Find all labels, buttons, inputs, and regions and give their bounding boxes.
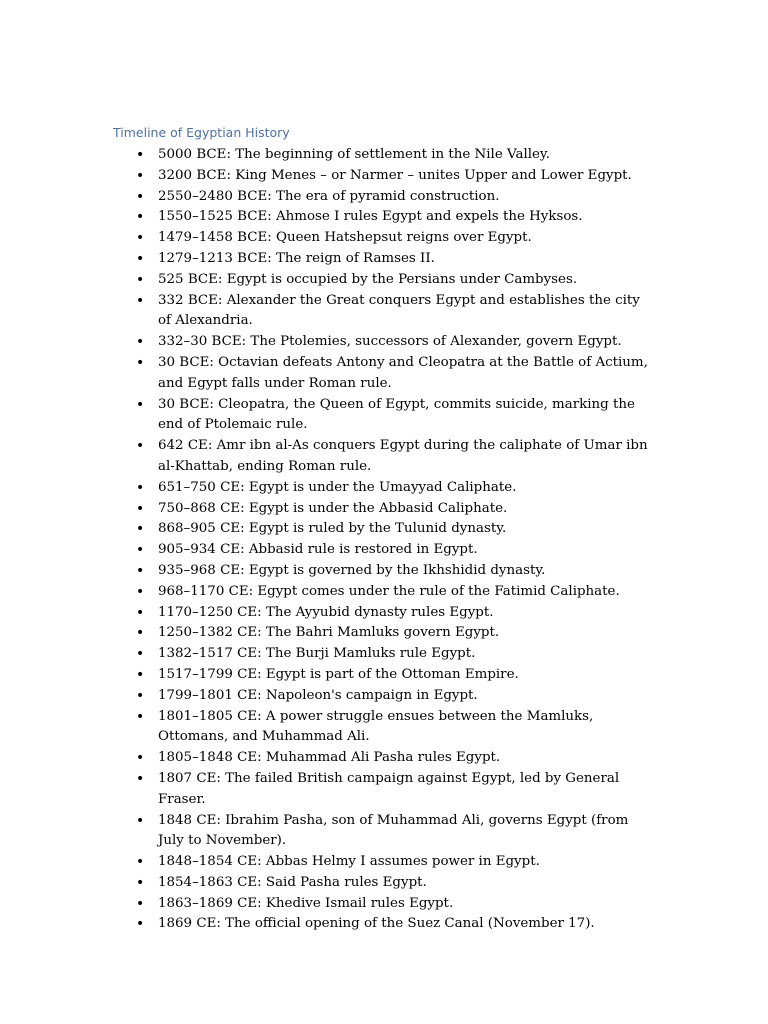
timeline-item-text: 1279–1213 BCE: The reign of Ramses II. <box>158 250 435 266</box>
timeline-item-text: 1807 CE: The failed British campaign against Egypt, led by General Fraser. <box>158 770 620 807</box>
bullet-icon: • <box>136 854 145 871</box>
bullet-icon: • <box>136 874 145 891</box>
bullet-icon: • <box>136 750 145 767</box>
timeline-item <box>136 811 656 853</box>
bullet-icon: • <box>136 521 145 538</box>
timeline-item <box>136 665 656 686</box>
timeline-item-text: 1250–1382 CE: The Bahri Mamluks govern Egypt. <box>158 625 500 641</box>
timeline-item-text: 30 BCE: Octavian defeats Antony and Cleopatra at the Battle of Actium, and Egypt falls under Roman rule. <box>158 354 648 391</box>
timeline-item <box>136 353 656 395</box>
bullet-icon: • <box>136 167 145 184</box>
timeline-item-text: 642 CE: Amr ibn al-As conquers Egypt during the caliphate of Umar ibn al-Khattab, ending Roman rule. <box>158 438 648 474</box>
timeline-item-text: 1170–1250 CE: The Ayyubid dynasty rules Egypt. <box>158 604 494 620</box>
bullet-icon: • <box>136 250 145 267</box>
timeline-item <box>136 249 656 270</box>
timeline-item-text: 5000 BCE: The beginning of settlement in the Nile Valley. <box>158 147 550 162</box>
bullet-icon: • <box>136 812 145 829</box>
bullet-icon: • <box>136 147 145 163</box>
timeline-item-text: 1863–1869 CE: Khedive Ismail rules Egypt. <box>158 895 454 911</box>
timeline-item-text: 1805–1848 CE: Muhammad Ali Pasha rules Egypt. <box>158 750 501 766</box>
timeline-item-text: 1550–1525 BCE: Ahmose I rules Egypt and expels the Hyksos. <box>158 209 583 225</box>
bullet-icon: • <box>136 230 145 247</box>
timeline-item-text: 1799–1801 CE: Napoleon's campaign in Egypt. <box>158 687 478 703</box>
bullet-icon: • <box>136 542 145 559</box>
timeline-item <box>136 270 656 291</box>
bullet-icon: • <box>136 334 145 351</box>
bullet-icon: • <box>136 188 145 205</box>
bullet-icon: • <box>136 209 145 226</box>
bullet-icon: • <box>136 770 145 787</box>
bullet-icon: • <box>136 895 145 912</box>
bullet-icon: • <box>136 625 145 642</box>
page-title: Timeline of Egyptian History <box>113 125 290 140</box>
bullet-icon: • <box>136 604 145 621</box>
timeline-item <box>136 748 656 769</box>
timeline-item <box>136 499 656 520</box>
timeline-item <box>136 894 656 915</box>
timeline-item <box>136 603 656 624</box>
timeline-item-text: 525 BCE: Egypt is occupied by the Persians under Cambyses. <box>158 271 578 287</box>
timeline-item-text: 2550–2480 BCE: The era of pyramid construction. <box>158 188 500 204</box>
bullet-icon: • <box>136 666 145 683</box>
bullet-icon: • <box>136 583 145 600</box>
bullet-icon: • <box>136 292 145 309</box>
timeline-item-text: 935–968 CE: Egypt is governed by the Ikhshidid dynasty. <box>158 562 546 578</box>
timeline-item <box>136 540 656 561</box>
timeline-item <box>136 145 656 166</box>
bullet-icon: • <box>136 708 145 725</box>
timeline-item <box>136 852 656 873</box>
bullet-icon: • <box>136 687 145 704</box>
timeline-item-text: 3200 BCE: King Menes – or Narmer – unites Upper and Lower Egypt. <box>158 167 632 183</box>
timeline-item-text: 332–30 BCE: The Ptolemies, successors of Alexander, govern Egypt. <box>158 334 622 350</box>
timeline-item-text: 868–905 CE: Egypt is ruled by the Tulunid dynasty. <box>158 521 507 537</box>
timeline-item <box>136 166 656 187</box>
timeline-item-text: 750–868 CE: Egypt is under the Abbasid Caliphate. <box>158 500 508 516</box>
timeline-item <box>136 228 656 249</box>
timeline-item-text: 332 BCE: Alexander the Great conquers Egypt and establishes the city of Alexandria. <box>158 292 640 329</box>
timeline-item <box>136 707 656 749</box>
timeline-item-text: 651–750 CE: Egypt is under the Umayyad Caliphate. <box>158 479 517 495</box>
bullet-icon: • <box>136 354 145 371</box>
timeline-item-text: 1848 CE: Ibrahim Pasha, son of Muhammad Ali, governs Egypt (from July to November). <box>158 812 629 849</box>
timeline-item-text: 1517–1799 CE: Egypt is part of the Ottoman Empire. <box>158 666 519 682</box>
timeline-item <box>136 769 656 811</box>
timeline-item-text: 1801–1805 CE: A power struggle ensues between the Mamluks, Ottomans, and Muhammad Ali. <box>158 708 594 745</box>
bullet-icon: • <box>136 500 145 517</box>
bullet-icon: • <box>136 438 145 455</box>
timeline-item <box>136 436 656 478</box>
bullet-icon: • <box>136 646 145 663</box>
timeline-item-text: 1869 CE: The official opening of the Suez Canal (November 17). <box>158 916 595 932</box>
timeline-item-text: 968–1170 CE: Egypt comes under the rule of the Fatimid Caliphate. <box>158 583 620 599</box>
timeline-item-text: 1382–1517 CE: The Burji Mamluks rule Egypt. <box>158 646 476 662</box>
timeline-item <box>136 332 656 353</box>
timeline-item-text: 30 BCE: Cleopatra, the Queen of Egypt, commits suicide, marking the end of Ptolemaic rule. <box>158 396 635 433</box>
timeline-item <box>136 395 656 437</box>
bullet-icon: • <box>136 562 145 579</box>
timeline-item <box>136 644 656 665</box>
timeline-item-text: 1479–1458 BCE: Queen Hatshepsut reigns over Egypt. <box>158 230 532 246</box>
timeline-item <box>136 187 656 208</box>
timeline-item-text: 1848–1854 CE: Abbas Helmy I assumes power in Egypt. <box>158 854 540 870</box>
timeline-item <box>136 623 656 644</box>
timeline-item <box>136 478 656 499</box>
bullet-icon: • <box>136 396 145 413</box>
timeline-item <box>136 582 656 603</box>
timeline-item <box>136 914 656 935</box>
timeline-item <box>136 519 656 540</box>
timeline-item <box>136 207 656 228</box>
timeline-item <box>136 291 656 333</box>
bullet-icon: • <box>136 479 145 496</box>
timeline-item-text: 905–934 CE: Abbasid rule is restored in Egypt. <box>158 542 478 558</box>
timeline-item <box>136 873 656 894</box>
bullet-icon: • <box>136 916 145 933</box>
timeline-list <box>136 145 656 935</box>
timeline-item-text: 1854–1863 CE: Said Pasha rules Egypt. <box>158 874 427 890</box>
timeline-item <box>136 686 656 707</box>
bullet-icon: • <box>136 271 145 288</box>
timeline-item <box>136 561 656 582</box>
